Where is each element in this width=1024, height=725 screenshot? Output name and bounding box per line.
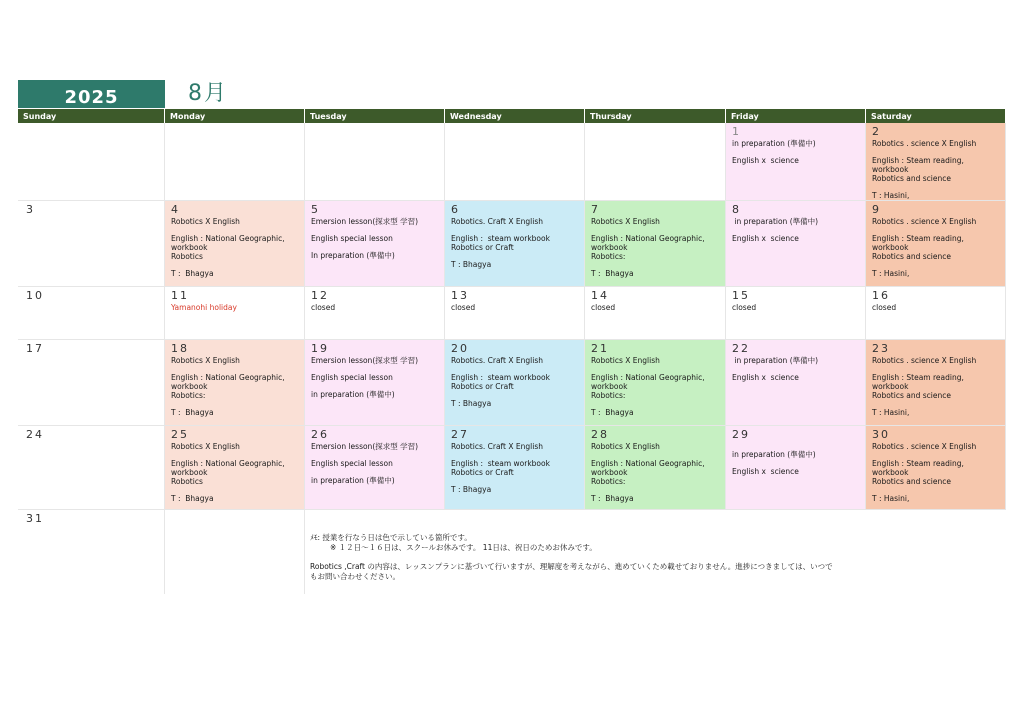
calendar-day-24 bbox=[18, 426, 165, 510]
calendar-day-6 bbox=[445, 201, 585, 287]
calendar-day-26 bbox=[305, 426, 445, 510]
day-entry: Emersion lesson(探求型 学習) bbox=[311, 217, 419, 226]
day-entry: English special lesson bbox=[311, 373, 393, 382]
day-number: 15 bbox=[732, 289, 750, 302]
day-entry: T : Hasini, bbox=[872, 408, 910, 417]
calendar-day-empty bbox=[165, 123, 305, 201]
day-header-saturday: Saturday bbox=[866, 109, 1006, 123]
note-line-3: Robotics ,Craft の内容は、レッスンプランに基づいて行いますが、理解度を考えながら、進めていくため載せておりません。進捗につきましては、いつでもお問い合わせください。 bbox=[310, 562, 833, 581]
day-number: 12 bbox=[311, 289, 329, 302]
day-number: 8 bbox=[732, 203, 741, 216]
day-entry: workbook bbox=[591, 243, 628, 252]
day-entry: in preparation (準備中) bbox=[311, 390, 395, 399]
calendar-day-11 bbox=[165, 287, 305, 340]
day-entry: in preparation (準備中) bbox=[732, 356, 819, 365]
day-number: 29 bbox=[732, 428, 750, 441]
calendar-day-22 bbox=[726, 340, 866, 426]
day-entry: workbook bbox=[591, 382, 628, 391]
calendar-day-3 bbox=[18, 201, 165, 287]
day-entry: Robotics. Craft X English bbox=[451, 356, 543, 365]
day-number: 23 bbox=[872, 342, 890, 355]
day-entry: English : Steam reading, workbook bbox=[872, 156, 967, 174]
day-entry: Robotics or Craft bbox=[451, 243, 514, 252]
day-entry: Yamanohi holiday bbox=[171, 303, 237, 312]
day-entry: Robotics X English bbox=[171, 217, 240, 226]
day-entry: T : Bhagya bbox=[171, 494, 214, 503]
day-entry: T : Bhagya bbox=[451, 260, 492, 269]
calendar-day-30 bbox=[866, 426, 1006, 510]
day-number: 19 bbox=[311, 342, 329, 355]
day-number: 22 bbox=[732, 342, 750, 355]
day-entry: in preparation (準備中) bbox=[732, 139, 816, 148]
day-entry: Robotics. Craft X English bbox=[451, 442, 543, 451]
day-number: 10 bbox=[26, 289, 44, 302]
day-number: 16 bbox=[872, 289, 890, 302]
day-entry: Emersion lesson(探求型 学習) bbox=[311, 442, 419, 451]
day-header-monday: Monday bbox=[165, 109, 305, 123]
calendar-day-27 bbox=[445, 426, 585, 510]
day-entry: closed bbox=[872, 303, 897, 312]
day-number: 26 bbox=[311, 428, 329, 441]
day-entry: Robotics X English bbox=[591, 442, 660, 451]
day-entry: T : Bhagya bbox=[171, 408, 214, 417]
day-entry: English : National Geographic, bbox=[171, 459, 285, 468]
day-header-friday: Friday bbox=[726, 109, 866, 123]
day-number: 27 bbox=[451, 428, 469, 441]
day-entry: Robotics: bbox=[591, 477, 626, 486]
day-entry: Robotics . science X English bbox=[872, 356, 977, 365]
calendar-day-2 bbox=[866, 123, 1006, 201]
day-header-sunday: Sunday bbox=[18, 109, 165, 123]
calendar-day-empty bbox=[165, 510, 305, 594]
calendar-day-1 bbox=[726, 123, 866, 201]
day-header-tuesday: Tuesday bbox=[305, 109, 445, 123]
day-entry: English x science bbox=[732, 373, 799, 382]
calendar-day-13 bbox=[445, 287, 585, 340]
day-entry: Robotics or Craft bbox=[451, 382, 514, 391]
day-entry: in preparation (準備中) bbox=[311, 476, 395, 485]
day-number: 17 bbox=[26, 342, 44, 355]
calendar-day-29 bbox=[726, 426, 866, 510]
calendar-day-18 bbox=[165, 340, 305, 426]
day-entry: English : Steam reading, workbook bbox=[872, 459, 967, 477]
calendar-day-empty bbox=[445, 123, 585, 201]
day-entry: Robotics: bbox=[591, 391, 626, 400]
day-entry: workbook bbox=[591, 468, 628, 477]
day-entry: English : National Geographic, bbox=[171, 234, 285, 243]
calendar-day-15 bbox=[726, 287, 866, 340]
calendar-day-4 bbox=[165, 201, 305, 287]
day-number: 13 bbox=[451, 289, 469, 302]
day-entry: workbook bbox=[171, 243, 208, 252]
day-number: 21 bbox=[591, 342, 609, 355]
day-entry: English special lesson bbox=[311, 234, 393, 243]
note-line-2: ※ １２日～１６日は、スクールお休みです。 11日は、祝日のためお休みです。 bbox=[330, 543, 597, 552]
calendar-day-21 bbox=[585, 340, 726, 426]
calendar-day-9 bbox=[866, 201, 1006, 287]
day-number: 6 bbox=[451, 203, 460, 216]
day-entry: English : National Geographic, bbox=[591, 373, 705, 382]
day-entry: Robotics X English bbox=[171, 356, 240, 365]
calendar-day-empty bbox=[18, 123, 165, 201]
day-entry: in preparation (準備中) bbox=[732, 217, 819, 226]
day-number: 3 bbox=[26, 203, 35, 216]
day-entry: T : Bhagya bbox=[591, 269, 634, 278]
day-entry: In preparation (準備中) bbox=[311, 251, 395, 260]
calendar-day-7 bbox=[585, 201, 726, 287]
day-entry: workbook bbox=[171, 468, 208, 477]
year-label: 2025 bbox=[18, 80, 165, 108]
day-entry: closed bbox=[591, 303, 616, 312]
day-entry: T : Bhagya bbox=[591, 494, 634, 503]
day-entry: T : Hasini, bbox=[872, 269, 910, 278]
day-number: 18 bbox=[171, 342, 189, 355]
day-entry: English x science bbox=[732, 234, 799, 243]
day-entry: T : Hasini, bbox=[872, 494, 910, 503]
calendar-day-10 bbox=[18, 287, 165, 340]
day-entry: in preparation (準備中) bbox=[732, 450, 816, 459]
day-entry: closed bbox=[311, 303, 336, 312]
day-number: 7 bbox=[591, 203, 600, 216]
day-number: 28 bbox=[591, 428, 609, 441]
day-number: 14 bbox=[591, 289, 609, 302]
day-entry: Emersion lesson(探求型 学習) bbox=[311, 356, 419, 365]
day-number: 9 bbox=[872, 203, 881, 216]
day-entry: T : Bhagya bbox=[451, 485, 492, 494]
day-entry: Robotics and science bbox=[872, 391, 951, 400]
day-number: 1 bbox=[732, 125, 741, 138]
day-number: 5 bbox=[311, 203, 320, 216]
calendar-day-empty bbox=[305, 123, 445, 201]
day-entry: English : Steam reading, workbook bbox=[872, 373, 967, 391]
day-entry: Robotics X English bbox=[591, 217, 660, 226]
notes-section bbox=[310, 533, 840, 582]
day-number: 4 bbox=[171, 203, 180, 216]
calendar-day-8 bbox=[726, 201, 866, 287]
day-entry: English : steam workbook bbox=[451, 459, 550, 468]
day-entry: Robotics: bbox=[171, 391, 206, 400]
day-entry: Robotics bbox=[171, 252, 203, 261]
day-number: 2 bbox=[872, 125, 881, 138]
day-number: 30 bbox=[872, 428, 890, 441]
calendar-day-5 bbox=[305, 201, 445, 287]
day-entry: Robotics and science bbox=[872, 252, 951, 261]
calendar-day-17 bbox=[18, 340, 165, 426]
day-entry: Robotics bbox=[171, 477, 203, 486]
day-entry: English x science bbox=[732, 467, 799, 476]
day-entry: workbook bbox=[171, 382, 208, 391]
day-entry: English : National Geographic, bbox=[171, 373, 285, 382]
calendar-day-25 bbox=[165, 426, 305, 510]
day-number: 24 bbox=[26, 428, 44, 441]
day-entry: English special lesson bbox=[311, 459, 393, 468]
day-entry: Robotics X English bbox=[591, 356, 660, 365]
day-entry: English : Steam reading, workbook bbox=[872, 234, 967, 252]
day-entry: English x science bbox=[732, 156, 799, 165]
day-entry: Robotics . science X English bbox=[872, 217, 977, 226]
calendar-day-28 bbox=[585, 426, 726, 510]
day-entry: Robotics. Craft X English bbox=[451, 217, 543, 226]
day-entry: T : Bhagya bbox=[451, 399, 492, 408]
day-number: 25 bbox=[171, 428, 189, 441]
calendar-day-31 bbox=[18, 510, 165, 594]
day-entry: English : National Geographic, bbox=[591, 234, 705, 243]
day-number: 20 bbox=[451, 342, 469, 355]
calendar-day-empty bbox=[585, 123, 726, 201]
day-header-wednesday: Wednesday bbox=[445, 109, 585, 123]
calendar-day-23 bbox=[866, 340, 1006, 426]
calendar-day-16 bbox=[866, 287, 1006, 340]
calendar-day-14 bbox=[585, 287, 726, 340]
note-line-1: ﾒﾓ: 授業を行なう日は色で示している箇所です。 bbox=[310, 533, 472, 542]
day-header-thursday: Thursday bbox=[585, 109, 726, 123]
day-entry: English : National Geographic, bbox=[591, 459, 705, 468]
day-entry: closed bbox=[451, 303, 476, 312]
day-entry: Robotics X English bbox=[171, 442, 240, 451]
day-entry: Robotics . science X English bbox=[872, 442, 977, 451]
day-entry: Robotics or Craft bbox=[451, 468, 514, 477]
day-entry: Robotics and science bbox=[872, 174, 951, 183]
calendar-grid bbox=[18, 109, 1006, 594]
month-title: 8月 bbox=[188, 81, 228, 106]
day-entry: closed bbox=[732, 303, 757, 312]
day-entry: Robotics . science X English bbox=[872, 139, 977, 148]
calendar-day-12 bbox=[305, 287, 445, 340]
day-entry: Robotics: bbox=[591, 252, 626, 261]
calendar-day-20 bbox=[445, 340, 585, 426]
calendar-day-19 bbox=[305, 340, 445, 426]
day-number: 11 bbox=[171, 289, 189, 302]
day-entry: Robotics and science bbox=[872, 477, 951, 486]
day-entry: English : steam workbook bbox=[451, 234, 550, 243]
day-number: 31 bbox=[26, 512, 44, 525]
day-entry: T : Bhagya bbox=[591, 408, 634, 417]
day-entry: T : Bhagya bbox=[171, 269, 214, 278]
day-entry: English : steam workbook bbox=[451, 373, 550, 382]
day-entry: T : Hasini, bbox=[872, 191, 910, 200]
